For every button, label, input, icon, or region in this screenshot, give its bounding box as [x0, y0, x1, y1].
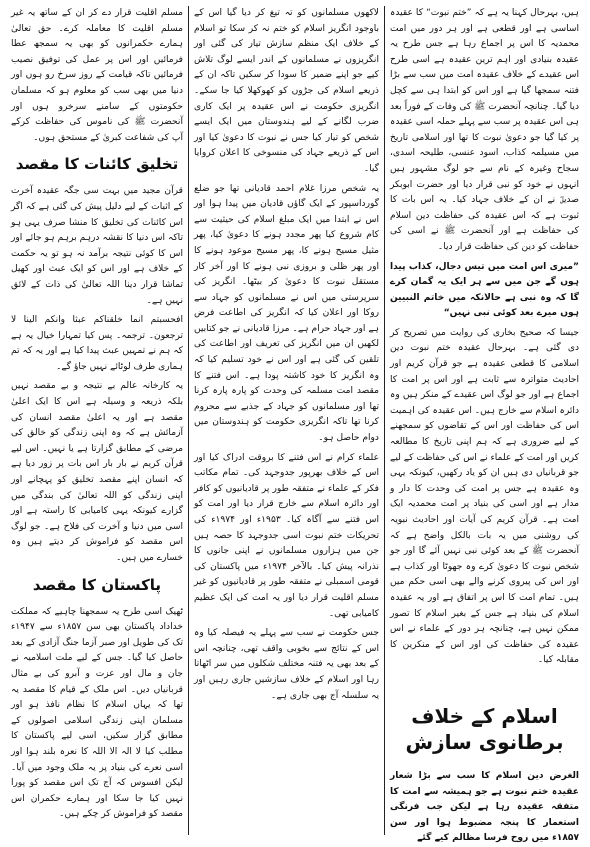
section-heading: اسلام کے خلاف برطانوی سازش: [405, 703, 564, 754]
hadith-quote: ”میری اس امت میں تیس دجال، کذاب پیدا ہوں گے جن میں سے ہر ایک یہ گمان کرے گا کہ وہ نبی ہے حالانکہ میں خاتم النبیین ہوں میرے بعد کوئی نبی نہیں“: [390, 261, 579, 319]
paragraph: جیسا کہ صحیح بخاری کی روایت میں تصریح کر دی گئی ہے۔ بہرحال عقیدہ ختم نبوت دین اسلامی کا قطعی عقیدہ ہے جو قرآن کریم اور احادیث متواترہ سے ثابت ہے اور اس پر امت کا اجماع ہے اور جو لوگ اس عقیدے کے منکر ہیں وہ دائرہ اسلام سے خارج ہیں۔ اس عقیدہ کی اہمیت اس کی حفاظت اور اس کے تقاضوں کو سمجھنے کے لیے ضروری ہے کہ ہم اپنی تاریخ کا مطالعہ کریں اور امت کے علماء نے اس کی حفاظت کے لیے جو قربانیاں دی ہیں ان کو یاد رکھیں، کیونکہ یہی وہ عقیدہ ہے جس پر امت کی وحدت کا دار و مدار ہے اور اسی کی بنیاد پر امت محمدیہ ایک امت ہے۔ قرآن کریم کی آیات اور احادیث نبویہ کی روشنی میں یہ بات بالکل واضح ہے کہ آنحضرت ﷺ کے بعد کوئی نبی نہیں آئے گا اور جو شخص نبوت کا دعویٰ کرے وہ جھوٹا اور کذاب ہے اور اس کی پیروی کرنے والے بھی اسی حکم میں ہیں۔ تمام امت کا اس پر اتفاق ہے اور یہ عقیدہ اسلام کی بنیاد ہے جس کے بغیر اسلام کا تصور ممکن نہیں ہے، چنانچہ ہر دور کے علماء نے اس عقیدہ کی حفاظت کی اور اس کے منکرین کا مقابلہ کیا۔: [390, 327, 579, 666]
column-middle: [188, 6, 384, 835]
paragraph: لاکھوں مسلمانوں کو تہ تیغ کر دیا گیا اس کے باوجود انگریز اسلام کو ختم نہ کر سکا تو اسلام کے خلاف ایک منظم سازش تیار کی گئی اور انگریزوں نے مسلمانوں کے اندر ایسے لوگ تلاش کیے جو اپنے ضمیر کا سودا کر سکیں تاکہ ان کے ذریعے اسلام کی جڑوں کو کھوکھلا کیا جا سکے۔ انگریزی حکومت نے اس عقیدہ پر ایک کاری ضرب لگانے کے لیے ہندوستان میں ایک ایسے شخص کو تیار کیا جس نے نبوت کا دعویٰ کیا اور اس کے ذریعے جہاد کی منسوخی کا اعلان کروایا گیا۔: [194, 8, 379, 174]
paragraph: قرآن مجید میں بہت سی جگہ عقیدہ آخرت کے اثبات کے لیے دلیل پیش کی گئی ہے کہ اگر اس کائنات کی تخلیق کا منشا صرف یہی ہو تاکہ اس دنیا کا نقشہ درہم برہم ہو جائے اور اس کا کوئی نتیجہ برآمد نہ ہو تو یہ حکمت کے خلاف ہے اور اس کو ایک عبث اور کھیل تماشا قرار دینا اللہ تعالیٰ کی ذات کے لائق نہیں ہے۔: [11, 186, 183, 306]
section-heading: پاکستان کا مقصد: [32, 575, 162, 594]
paragraph: الغرض دین اسلام کا سب سے بڑا شعار عقیدہ ختم نبوت ہے جو ہمیشہ سے امت کا متفقہ عقیدہ رہا ہے لیکن جب فرنگی استعمار کا پنجہ مضبوط ہوا اور سن ۱۸۵۷ء میں روح فرسا مظالم کیے گئے: [390, 770, 579, 844]
column-left: [6, 6, 188, 835]
columns: [6, 6, 584, 844]
paragraph: علماء کرام نے اس فتنے کا بروقت ادراک کیا اور اس کے خلاف بھرپور جدوجہد کی۔ تمام مکاتب فکر کے علماء نے متفقہ طور پر قادیانیوں کو کافر اور دائرہ اسلام سے خارج قرار دیا اور امت کو اس فتنے سے آگاہ کیا۔ ۱۹۵۳ء اور ۱۹۷۴ء کی تحریکات ختم نبوت اسی جدوجہد کا حصہ ہیں جن میں ہزاروں مسلمانوں نے اپنی جانوں کا نذرانہ پیش کیا۔ بالآخر ۱۹۷۴ء میں پاکستان کی قومی اسمبلی نے متفقہ طور پر قادیانیوں کو غیر مسلم اقلیت قرار دیا اور یہ امت کی ایک عظیم کامیابی تھی۔: [194, 452, 379, 619]
paragraph: افحسبتم انما خلقناکم عبثا وانکم الینا لا ترجعون۔ ترجمہ۔ پس کیا تمہارا خیال یہ ہے کہ ہم نے تمہیں عبث پیدا کیا ہے اور یہ کہ تم ہماری طرف لوٹائے نہیں جاؤ گے۔: [11, 315, 183, 372]
paragraph: یہ کارخانہ عالم بے نتیجہ و بے مقصد نہیں بلکہ ذریعہ و وسیلہ ہے اس کا ایک اعلیٰ مقصد ہے اور یہ اعلیٰ مقصد انسان کی آزمائش ہے کہ وہ اپنی زندگی کو خالق کی مرضی کے مطابق گزارتا ہے یا نہیں۔ اس لیے قرآن کریم نے بار بار اس بات پر زور دیا ہے کہ انسان اپنے مقصد تخلیق کو پہچانے اور اپنی زندگی کو اللہ تعالیٰ کی بندگی میں گزارے کیونکہ یہی کامیابی کا راستہ ہے اور اسی میں دنیا و آخرت کی فلاح ہے۔ جو لوگ اس مقصد کو فراموش کر دیتے ہیں وہ خسارے میں ہیں۔: [11, 381, 183, 563]
paragraph: یہ شخص مرزا غلام احمد قادیانی تھا جو ضلع گورداسپور کے ایک گاؤں قادیان میں پیدا ہوا اور اس نے ابتدا میں ایک مبلغ اسلام کی حیثیت سے کام شروع کیا پھر مجدد ہونے کا دعویٰ کیا، پھر مثیل مسیح ہونے کا، پھر مسیح موعود ہونے کا اور پھر ظلی و بروزی نبی ہونے کا اور آخر کار مستقل نبوت کا دعویٰ کر بیٹھا۔ انگریز کی سرپرستی میں اس نے مسلمانوں کو جہاد سے روکا اور اعلان کیا کہ انگریز کی اطاعت فرض ہے اور جہاد حرام ہے۔ مرزا قادیانی نے جو کتابیں لکھیں ان میں انگریز کی تعریف اور اطاعت کی تلقین کی گئی ہے اور اس نے خود تسلیم کیا کہ وہ انگریز کا خود کاشتہ پودا ہے۔ اس فتنے کا مقصد امت مسلمہ کی وحدت کو پارہ پارہ کرنا تھا اور مسلمانوں کو جہاد کے جذبے سے محروم کرنا تھا تاکہ انگریزی حکومت کو ہندوستان میں دوام حاصل ہو۔: [194, 183, 379, 444]
paragraph: ہیں، بہرحال کہنا یہ ہے کہ ”ختم نبوت“ کا عقیدہ اساسی ہے اور قطعی ہے اور ہر دور میں امت محمدیہ کا اس پر اجماع رہا ہے جس طرح یہ عقیدہ بنیادی اور اہم ترین عقیدہ ہے اسی طرح اس عقیدے کے خلاف عقیدہ امت میں سب سے بڑا فتنہ سمجھا گیا ہے اور اس کو ابتدا ہی سے کچل دیا گیا۔ چنانچہ آنحضرت ﷺ کی وفات کے فوراً بعد ہی اس عقیدہ پر سب سے پہلے حملہ اسی عقیدہ پر کیا گیا جو دعویٰ نبوت کا تھا اور اسلامی تاریخ میں مسیلمہ کذاب، اسود عنسی، طلیحہ اسدی، سجاح وغیرہ کے نام سے جو لوگ مشہور ہیں انہوں نے خود کو نبی قرار دیا اور حضرت ابوبکر صدیقؓ نے ان کے خلاف جہاد کیا۔ یہ اس بات کا ثبوت ہے کہ اس عقیدہ کی حفاظت دین اسلام کی حفاظت ہے اور آنحضرت ﷺ نے اسی کی حفاظت کو دین کی حفاظت قرار دیا۔: [390, 8, 579, 252]
paragraph: مسلم اقلیت قرار دے کر ان کے ساتھ یہ غیر مسلم اقلیت کا معاملہ کرے۔ حق تعالیٰ ہمارے حکمرانوں کو بھی یہ سمجھ عطا فرمائیں اور اس پر عمل کی توفیق نصیب فرمائیں تاکہ قیامت کے روز سرخ رو ہوں اور دنیا میں بھی سب کو معلوم ہو کہ مسلمان حکومتوں کے سامنے سرخرو ہوں اور آنحضرت ﷺ کی ناموس کی حفاظت کرکے آپ کی شفاعت کبریٰ کے مستحق ہوں۔: [11, 8, 183, 143]
paragraph: ٹھیک اسی طرح یہ سمجھنا چاہیے کہ مملکت خداداد پاکستان بھی سن ۱۸۵۷ء سے ۱۹۴۷ء تک کی طویل اور صبر آزما جنگ آزادی کے بعد حاصل کیا گیا۔ جس کے لیے ملت اسلامیہ نے جان و مال اور عزت و آبرو کی بے مثال قربانیاں دیں۔ اس ملک کے قیام کا مقصد یہ تھا کہ یہاں اسلام کا نظام نافذ ہو اور مسلمان اپنی زندگی اسلامی اصولوں کے مطابق گزار سکیں، اسی لیے پاکستان کا مطلب کیا لا الہ الا اللہ کا نعرہ بلند ہوا اور اسی نعرے کی بنیاد پر یہ ملک وجود میں آیا۔ لیکن افسوس کہ آج تک اس مقصد کو پورا نہیں کیا جا سکا اور ہمارے حکمران اس مقصد کو فراموش کر چکے ہیں۔: [11, 606, 183, 820]
section-heading: تخلیق کائنات کا مقصد: [15, 155, 179, 174]
paragraph: جس حکومت نے سب سے پہلے یہ فیصلہ کیا وہ اس کے نتائج سے بخوبی واقف تھی، چنانچہ اس کے بعد بھی یہ فتنہ مختلف شکلوں میں سر اٹھاتا رہا اور اسلام کے خلاف سازشیں جاری رہیں اور یہ سلسلہ آج بھی جاری ہے۔: [194, 628, 379, 701]
column-right: [384, 6, 584, 844]
